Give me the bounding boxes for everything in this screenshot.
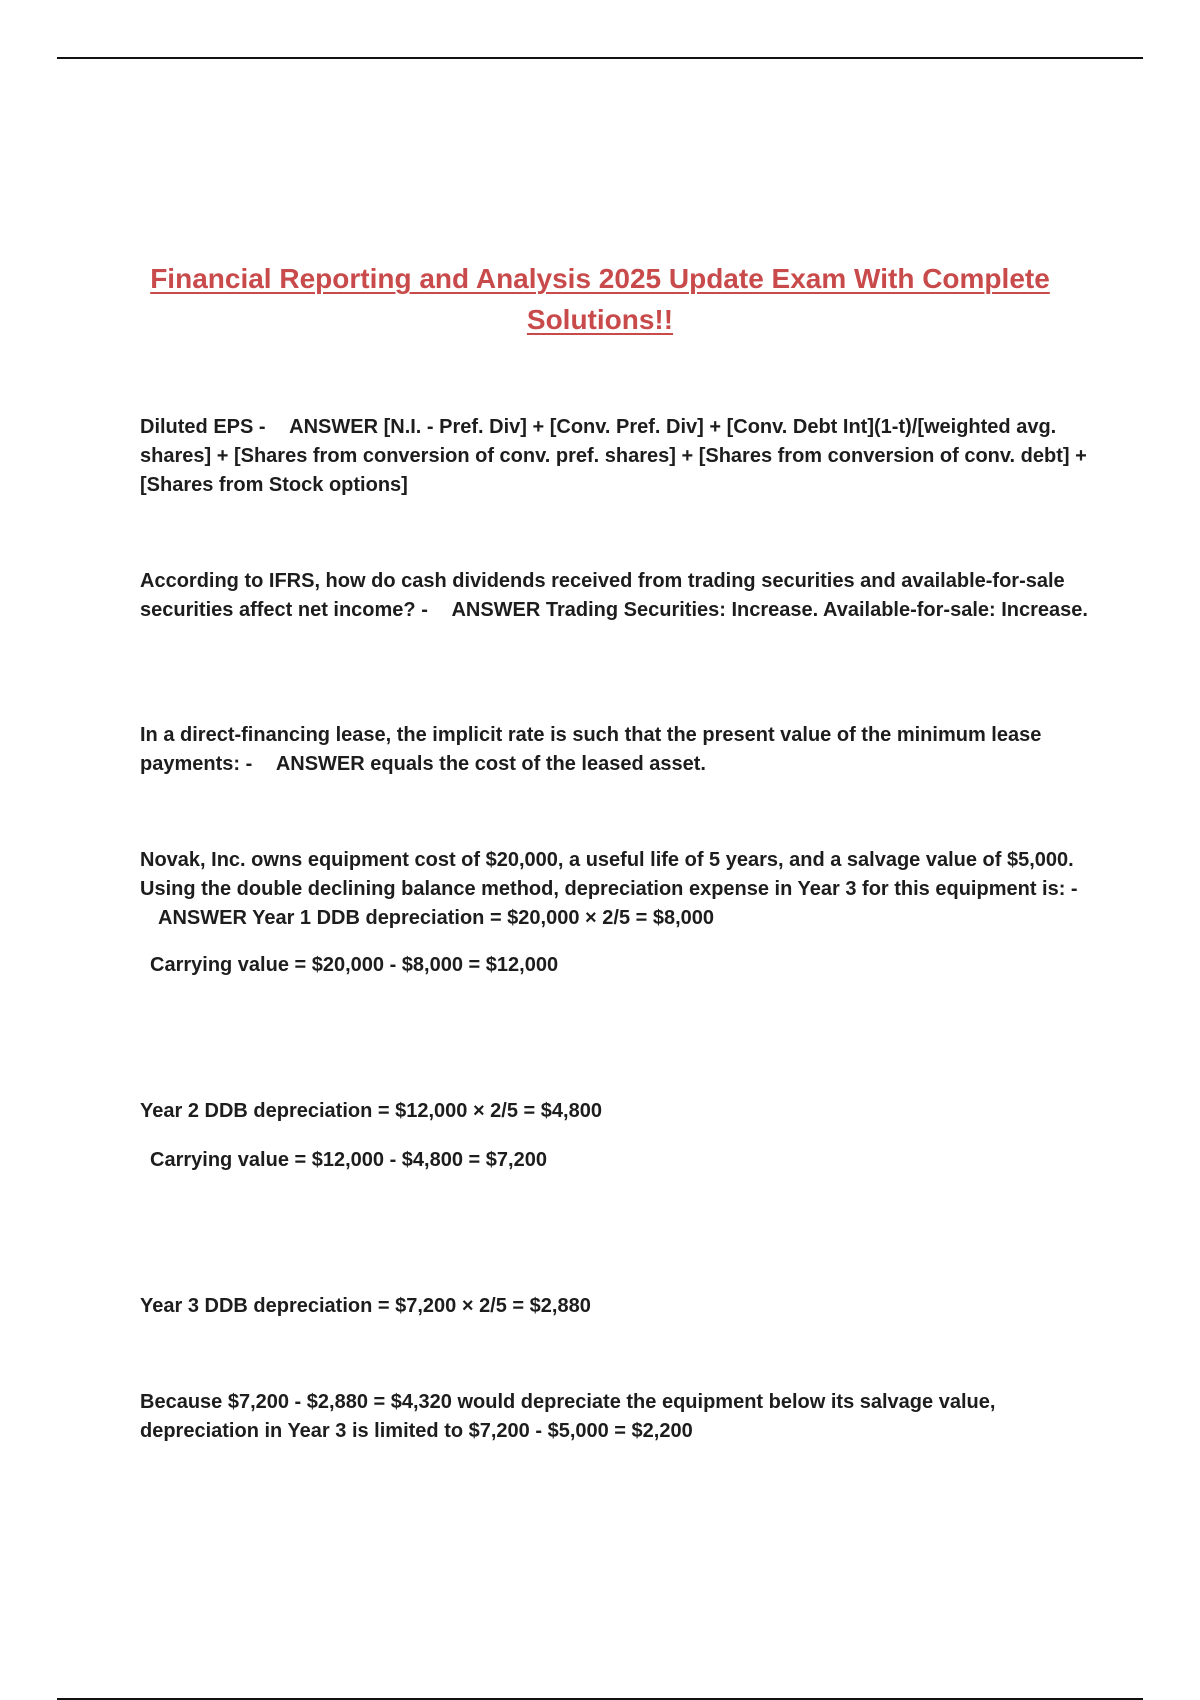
answer-text: ANSWER [N.I. - Pref. Div] + [Conv. Pref. Div] + [Conv. Debt Int](1-t)/[weighted avg. shares] + [Shares from conversion of conv. pref. shares] + [Shares from conversion of conv. debt] + [Shares from Stock options] [140,416,1087,496]
top-rule [57,57,1143,59]
answer-text: ANSWER Year 1 DDB depreciation = $20,000 × 2/5 = $8,000 [158,907,715,929]
year3-limit-conclusion: Because $7,200 - $2,880 = $4,320 would depreciate the equipment below its salvage value, depreciation in Year 3 is limited to $7,200 - $5,000 = $2,200 [140,1391,996,1442]
year3-depreciation: Year 3 DDB depreciation = $7,200 × 2/5 = $2,880 [140,1295,591,1317]
document-title-text: Financial Reporting and Analysis 2025 Update Exam With Complete Solutions!! [150,263,1050,335]
document-title [130,258,1070,340]
answer-text: ANSWER equals the cost of the leased asset. [275,753,706,775]
qa-item-diluted-eps [140,413,1090,500]
answer-text: ANSWER Trading Securities: Increase. Available-for-sale: Increase. [451,599,1088,621]
carrying-value-year1: Carrying value = $20,000 - $8,000 = $12,000 [150,954,559,976]
qa-item-direct-financing-lease [140,721,1090,779]
question-text: Novak, Inc. owns equipment cost of $20,000, a useful life of 5 years, and a salvage value of $5,000. Using the double declining balance method, depreciation expense in Year 3 for this equipment is: - [140,849,1078,900]
qa-item-novak-ddb [140,846,1090,933]
question-text: According to IFRS, how do cash dividends received from trading securities and available-for-sale securities affect net income? - [140,570,1065,621]
carrying-value-year2: Carrying value = $12,000 - $4,800 = $7,200 [150,1149,547,1171]
question-text: Diluted EPS - [140,416,266,438]
qa-item-ifrs-dividends [140,567,1090,625]
year2-depreciation: Year 2 DDB depreciation = $12,000 × 2/5 = $4,800 [140,1100,602,1122]
question-text: In a direct-financing lease, the implicit rate is such that the present value of the minimum lease payments: - [140,724,1042,775]
